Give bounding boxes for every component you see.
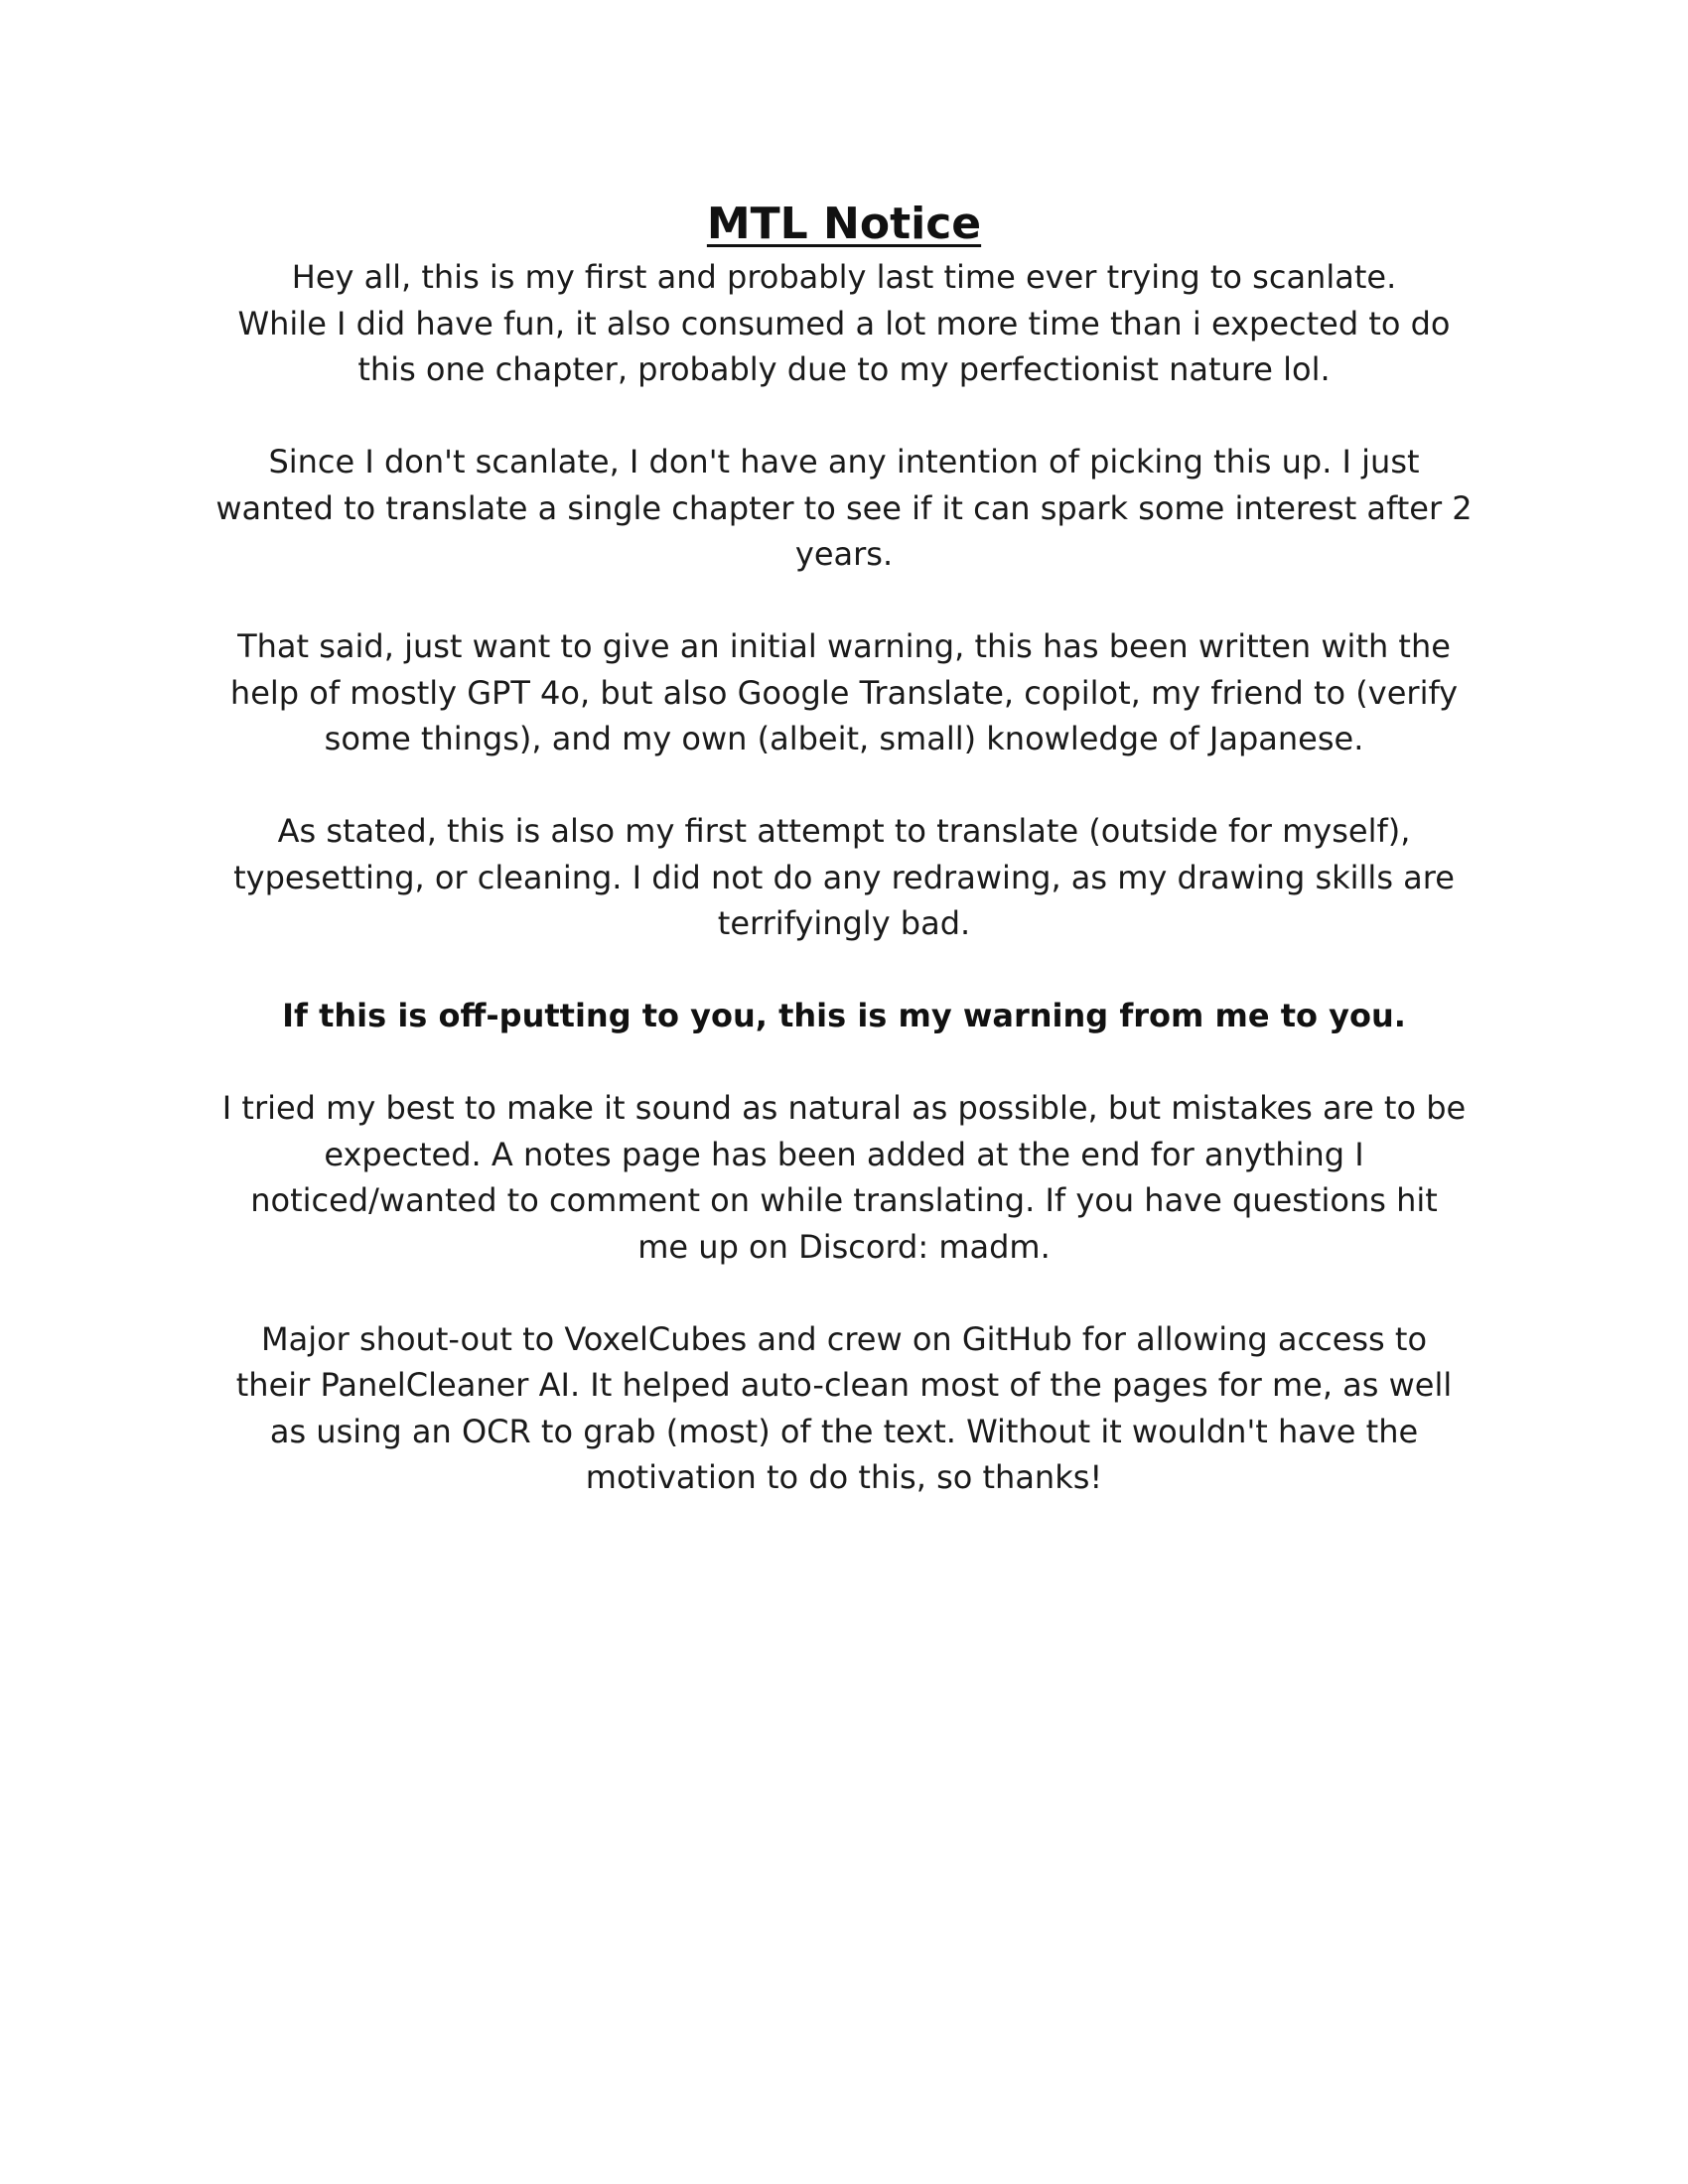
text-line: expected. A notes page has been added at the end for anything I	[324, 1135, 1364, 1173]
text-line: Hey all, this is my first and probably last time ever trying to scanlate.	[291, 258, 1397, 296]
paragraph-shout-out	[199, 1316, 1489, 1501]
paragraph-first-attempt	[199, 808, 1489, 947]
text-line: While I did have fun, it also consumed a lot more time than i expected to do	[237, 304, 1451, 342]
text-line: That said, just want to give an initial warning, this has been written with the	[237, 627, 1451, 665]
paragraph-warning-tools	[199, 623, 1489, 762]
text-line: as using an OCR to grab (most) of the text. Without it wouldn't have the	[269, 1412, 1419, 1450]
notice-page	[199, 195, 1489, 1547]
text-line: I tried my best to make it sound as natural as possible, but mistakes are to be	[221, 1089, 1467, 1127]
paragraph-intro	[199, 254, 1489, 393]
text-line: help of mostly GPT 4o, but also Google Translate, copilot, my friend to (verify	[229, 673, 1459, 712]
text-line: years.	[794, 535, 894, 573]
text-line: me up on Discord: madm.	[637, 1227, 1051, 1266]
text-line: terrifyingly bad.	[717, 904, 971, 942]
paragraph-bold-warning	[199, 993, 1489, 1039]
page-title: MTL Notice	[706, 199, 982, 249]
text-line: typesetting, or cleaning. I did not do any redrawing, as my drawing skills are	[233, 858, 1455, 896]
text-line: their PanelCleaner AI. It helped auto-clean most of the pages for me, as well	[235, 1366, 1453, 1404]
text-line: Since I don't scanlate, I don't have any intention of picking this up. I just	[268, 443, 1420, 480]
paragraph-notes	[199, 1085, 1489, 1270]
paragraph-intention	[199, 439, 1489, 578]
text-line: wanted to translate a single chapter to see if it can spark some interest after 2	[215, 488, 1473, 527]
text-line: this one chapter, probably due to my perfectionist nature lol.	[357, 350, 1331, 388]
text-line: motivation to do this, so thanks!	[585, 1458, 1103, 1496]
text-line: some things), and my own (albeit, small) knowledge of Japanese.	[324, 720, 1364, 757]
text-line: As stated, this is also my first attempt to translate (outside for myself),	[277, 812, 1411, 850]
text-line: noticed/wanted to comment on while translating. If you have questions hit	[250, 1181, 1438, 1219]
text-line: If this is off-putting to you, this is my warning from me to you.	[282, 997, 1406, 1034]
text-line: Major shout-out to VoxelCubes and crew on GitHub for allowing access to	[260, 1319, 1428, 1358]
